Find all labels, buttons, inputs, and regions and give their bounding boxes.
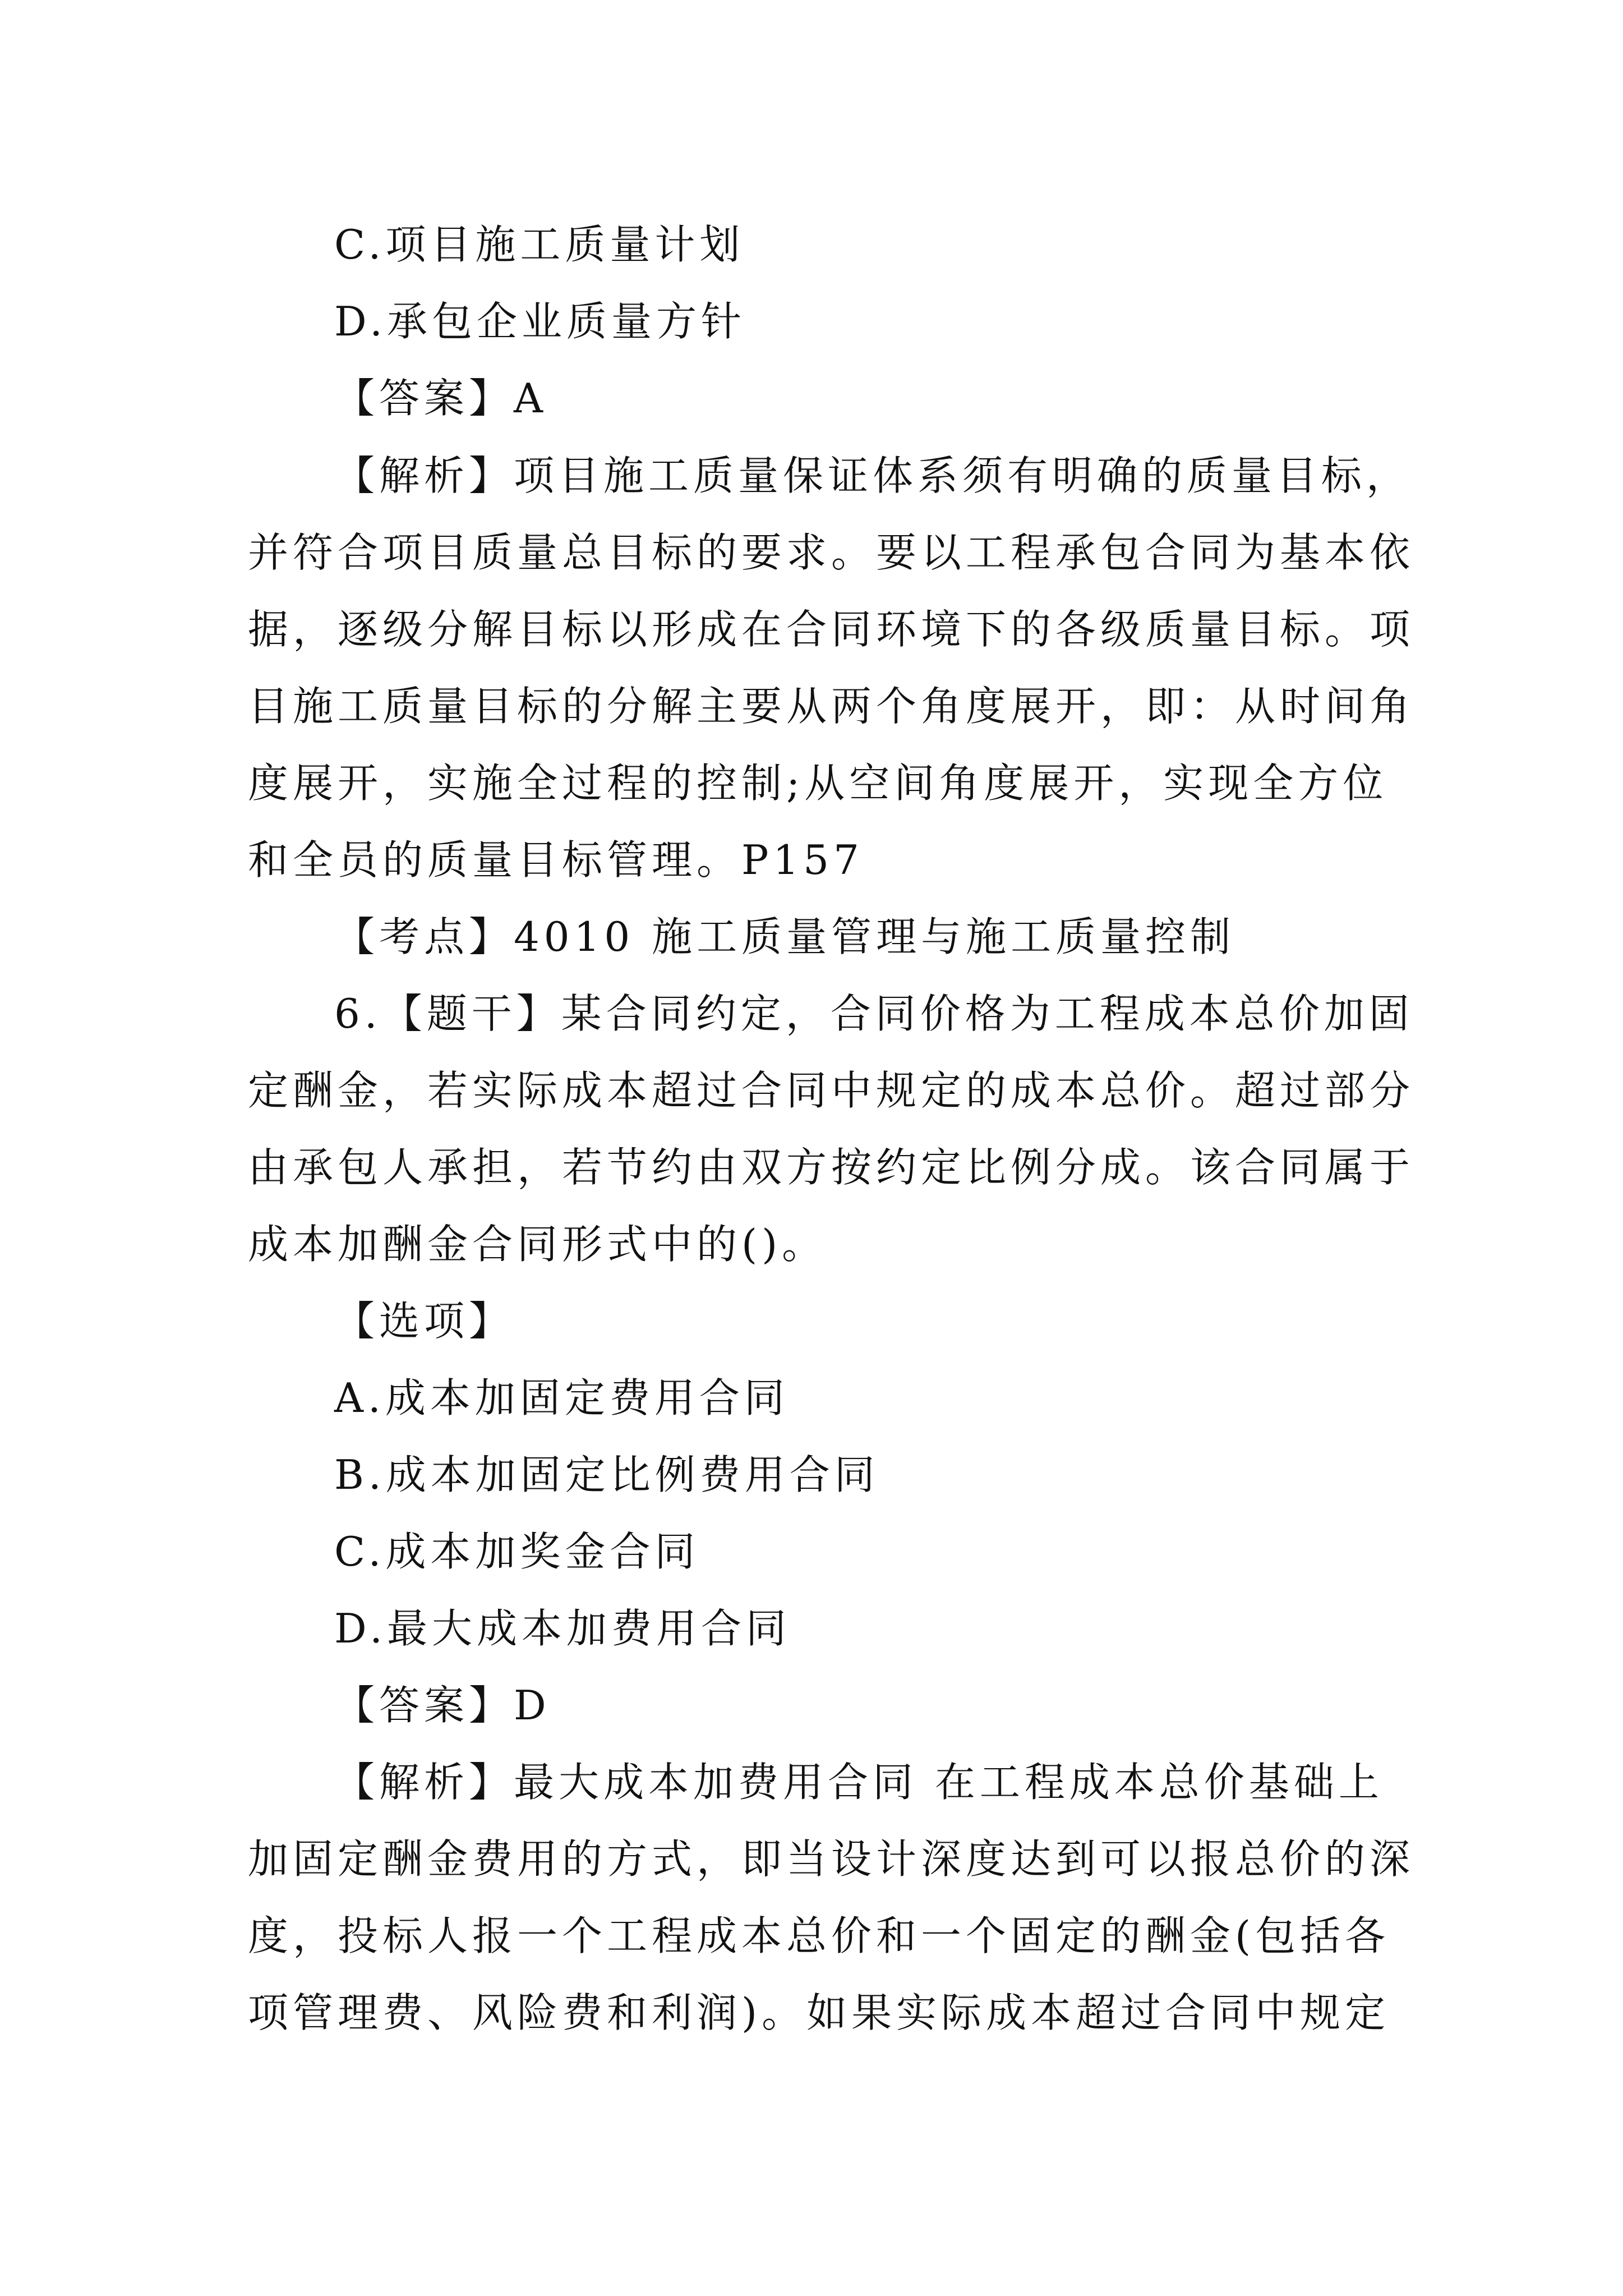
analysis2-line-3: 度，投标人报一个工程成本总价和一个固定的酬金(包括各 bbox=[248, 1912, 1390, 1959]
analysis2-line-4: 项管理费、风险费和利润)。如果实际成本超过合同中规定 bbox=[248, 1989, 1390, 2036]
analysis2-line-2: 加固定酬金费用的方式，即当设计深度达到可以报总价的深 bbox=[248, 1835, 1415, 1883]
analysis2-line-1: 【解析】最大成本加费用合同 在工程成本总价基础上 bbox=[334, 1759, 1384, 1806]
option-d-line: D.承包企业质量方针 bbox=[334, 298, 746, 345]
option-a-line: A.成本加固定费用合同 bbox=[334, 1374, 789, 1421]
analysis-line-1: 【解析】项目施工质量保证体系须有明确的质量目标， bbox=[334, 452, 1412, 499]
question-stem-line-2: 定酬金，若实际成本超过合同中规定的成本总价。超过部分 bbox=[248, 1067, 1415, 1114]
question-stem-line-3: 由承包人承担，若节约由双方按约定比例分成。该合同属于 bbox=[248, 1144, 1415, 1191]
question-stem-line-4: 成本加酬金合同形式中的()。 bbox=[248, 1221, 827, 1268]
option-d2-line: D.最大成本加费用合同 bbox=[334, 1605, 791, 1652]
analysis-line-4: 目施工质量目标的分解主要从两个角度展开，即：从时间角 bbox=[248, 683, 1415, 730]
key-point-line: 【考点】4010 施工质量管理与施工质量控制 bbox=[334, 913, 1235, 960]
analysis-line-5: 度展开，实施全过程的控制;从空间角度展开，实现全方位 bbox=[248, 760, 1388, 807]
analysis-line-3: 据，逐级分解目标以形成在合同环境下的各级质量目标。项 bbox=[248, 606, 1415, 653]
analysis-line-6: 和全员的质量目标管理。P157 bbox=[248, 836, 864, 884]
option-c2-line: C.成本加奖金合同 bbox=[334, 1528, 700, 1575]
option-c-line: C.项目施工质量计划 bbox=[334, 221, 745, 268]
options-heading: 【选项】 bbox=[334, 1297, 514, 1345]
question-stem-line-1: 6.【题干】某合同约定，合同价格为工程成本总价加固 bbox=[334, 990, 1414, 1037]
option-b-line: B.成本加固定比例费用合同 bbox=[334, 1451, 879, 1498]
answer2-line: 【答案】D bbox=[334, 1682, 551, 1729]
answer-line: 【答案】A bbox=[334, 375, 547, 422]
analysis-line-2: 并符合项目质量总目标的要求。要以工程承包合同为基本依 bbox=[248, 529, 1415, 576]
